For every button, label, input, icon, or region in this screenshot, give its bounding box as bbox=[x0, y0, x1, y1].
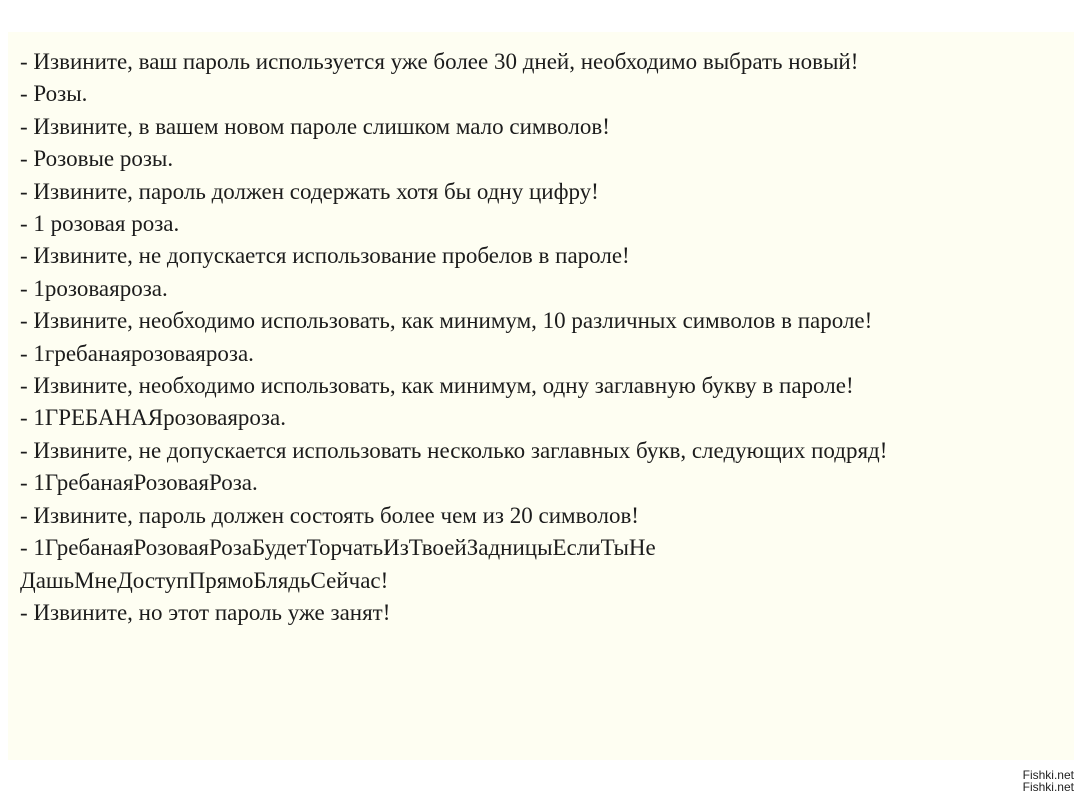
dialogue-line: - Розовые розы. bbox=[20, 146, 174, 172]
dialogue-line: - Извините, необходимо использовать, как минимум, одну заглавную букву в пароле! bbox=[20, 373, 854, 399]
dialogue-line: - 1ГребанаяРозоваяРоза. bbox=[20, 470, 258, 496]
dialogue-line: - Извините, не допускается использовать несколько заглавных букв, следующих подряд! bbox=[20, 437, 888, 463]
dialogue-line: - Извините, необходимо использовать, как минимум, 10 различных символов в пароле! bbox=[20, 308, 873, 334]
dialogue-line: - 1 розовая роза. bbox=[20, 211, 180, 237]
watermark-line: Fishki.net bbox=[1022, 768, 1074, 782]
dialogue-line: - 1ГребанаяРозоваяРозаБудетТорчатьИзТвоейЗадницыЕслиТыНе ДашьМнеДоступПрямоБлядьСейчас! bbox=[20, 535, 656, 593]
watermark bbox=[1023, 769, 1074, 793]
dialogue-line: - Извините, пароль должен состоять более чем из 20 символов! bbox=[20, 502, 639, 528]
text-panel bbox=[8, 32, 1074, 760]
dialogue-list bbox=[20, 46, 1060, 629]
dialogue-line: - 1ГРЕБАНАЯрозоваяроза. bbox=[20, 405, 286, 431]
dialogue-line: - Извините, пароль должен содержать хотя бы одну цифру! bbox=[20, 178, 599, 204]
dialogue-line: - Извините, не допускается использование пробелов в пароле! bbox=[20, 243, 630, 269]
dialogue-line: - 1розоваяроза. bbox=[20, 275, 168, 301]
watermark-line: Fishki.net bbox=[1022, 780, 1074, 794]
dialogue-line: - Извините, но этот пароль уже занят! bbox=[20, 599, 391, 625]
dialogue-line: - Розы. bbox=[20, 81, 88, 107]
dialogue-line: - 1гребанаярозоваяроза. bbox=[20, 340, 254, 366]
dialogue-line: - Извините, в вашем новом пароле слишком мало символов! bbox=[20, 113, 610, 139]
dialogue-line: - Извините, ваш пароль используется уже более 30 дней, необходимо выбрать новый! bbox=[20, 49, 859, 74]
